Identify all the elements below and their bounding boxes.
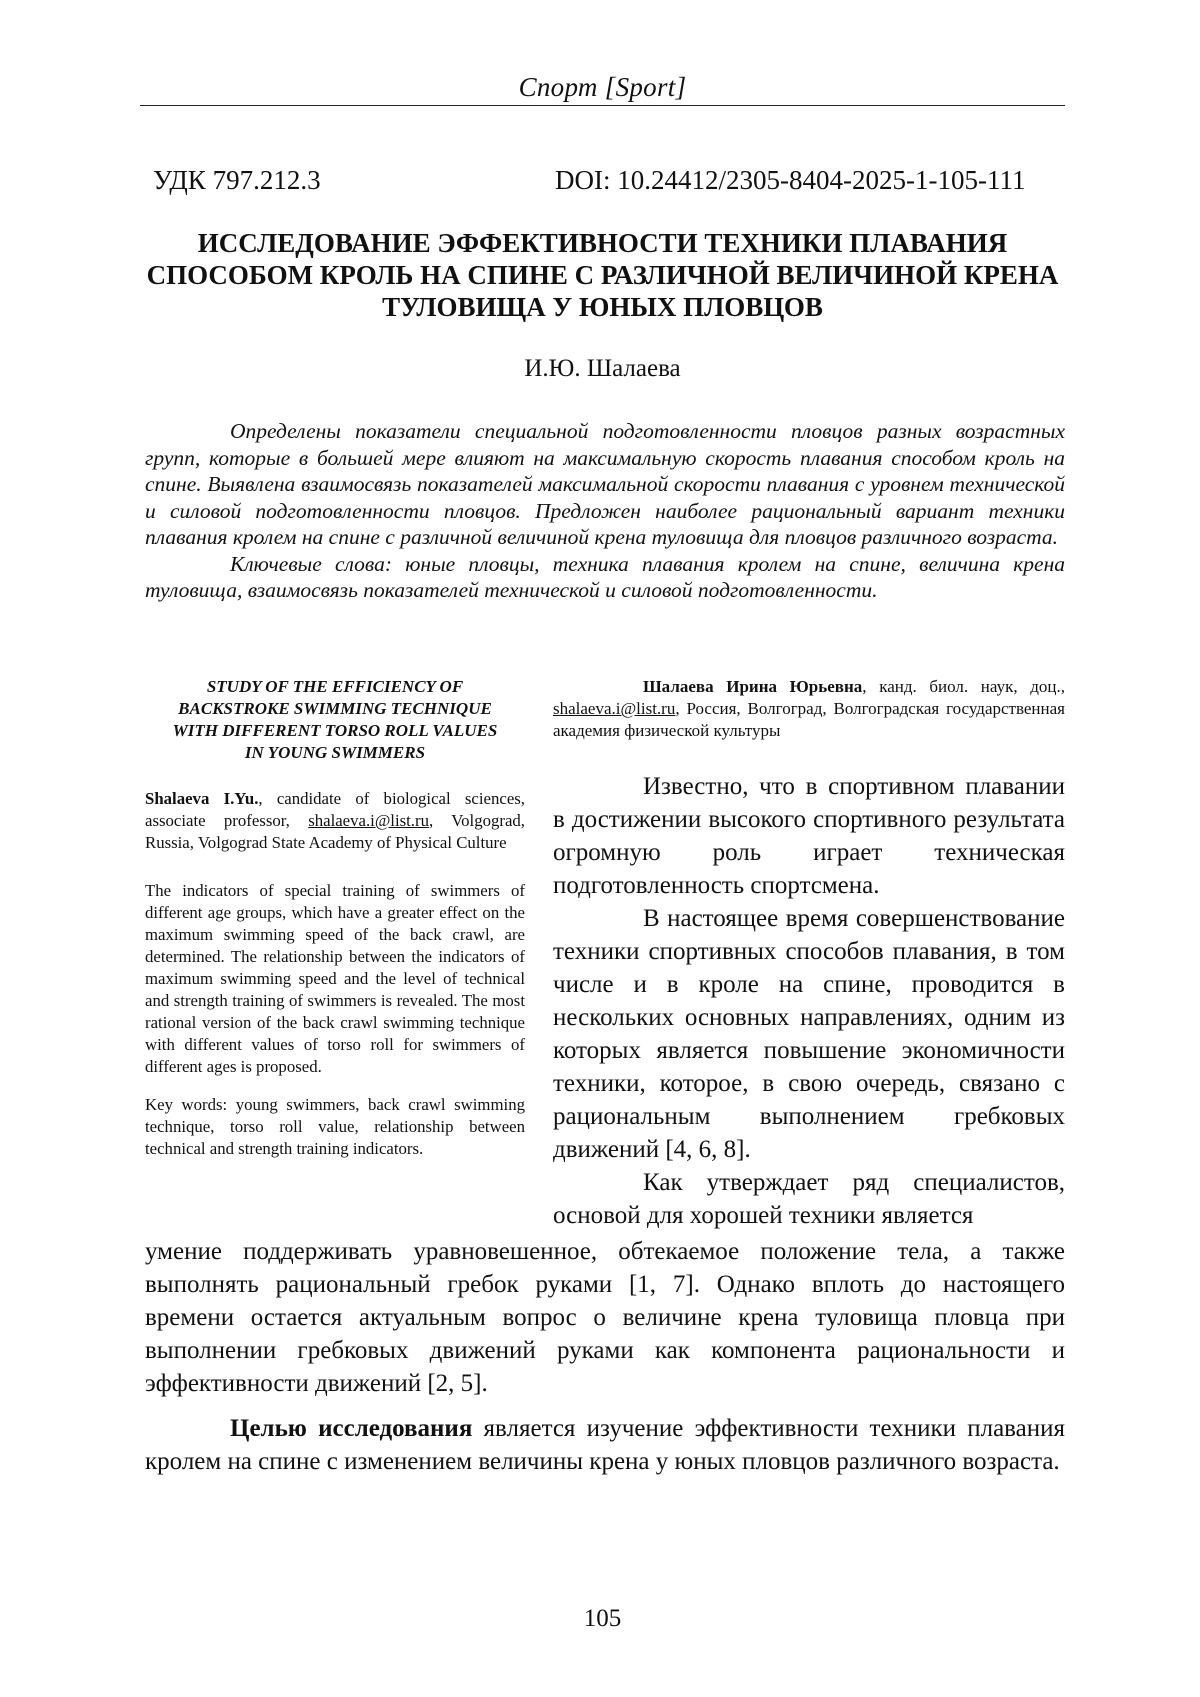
doi-code: DOI: 10.24412/2305-8404-2025-1-105-111 (555, 165, 1026, 195)
author-affiliation-en: , Volgograd, Russia, Volgograd State Academy of Physical Culture (145, 811, 526, 852)
body-paragraph-3-start: Как утверждает ряд специалистов, основой для хорошей техники является (553, 1169, 1065, 1229)
body-column-text (553, 770, 1065, 1232)
body-paragraph-2: В настоящее время совершенствование техники спортивных способов плавания, в том числе и в кроле на спине, проводится в нескольких основных направлениях, одним из которых является повышение экономичности техники, которое, в свою очередь, связано с рациональным выполнением гребковых движений [4, 6, 8]. (553, 905, 1065, 1163)
abstract-ru (145, 418, 1065, 604)
research-aim-text: является изучение эффективности техники плавания кролем на спине с изменением величины крена у юных пловцов различного возраста. (145, 1415, 1065, 1475)
keywords-en: Key words: young swimmers, back crawl swimming technique, torso roll value, relationship between technical and strength training indicators. (145, 1095, 525, 1158)
author-name-ru: Шалаева Ирина Юрьевна (643, 677, 863, 696)
article-author-ru: И.Ю. Шалаева (524, 355, 681, 382)
body-paragraph-3-continuation: умение поддерживать уравновешенное, обтекаемое положение тела, а также выполнять рациональный гребок руками [1, 7]. Однако вплоть до настоящего времени остается актуальным вопрос о величине крена туловища пловца при выполнении гребковых движений руками как компонента рациональности и эффективности движений [2, 5]. (145, 1238, 1065, 1397)
author-credentials-ru: , канд. биол. наук, доц., (862, 677, 1065, 696)
author-affiliation-ru: , Россия, Волгоград, Волгоградская государственная академия физической культуры (553, 699, 1065, 740)
english-summary-column (145, 676, 525, 1160)
page-number: 105 (583, 1605, 622, 1632)
body-paragraph-1: Известно, что в спортивном плавании в достижении высокого спортивного результата огромную роль играет техническая подготовленность спортсмена. (553, 773, 1065, 899)
author-credentials-en: , candidate of biological sciences, associate professor, (145, 789, 525, 830)
author-name-en: Shalaeva I.Yu. (145, 789, 259, 808)
main-text-column (553, 676, 1065, 1232)
article-title-ru: ИССЛЕДОВАНИЕ ЭФФЕКТИВНОСТИ ТЕХНИКИ ПЛАВАНИЯ СПОСОБОМ КРОЛЬ НА СПИНЕ С РАЗЛИЧНОЙ ВЕЛИЧИНОЙ КРЕНА ТУЛОВИЩА У ЮНЫХ ПЛОВЦОВ (146, 228, 1059, 322)
article-title-en: STUDY OF THE EFFICIENCY OF BACKSTROKE SWIMMING TECHNIQUE WITH DIFFERENT TORSO ROLL VALUES IN YOUNG SWIMMERS (172, 677, 498, 762)
author-email-ru-link[interactable]: shalaeva.i@list.ru (553, 699, 676, 718)
author-info-ru (553, 676, 1065, 742)
abstract-ru-text: Определены показатели специальной подготовленности пловцов разных возрастных групп, которые в большей мере влияют на максимальную скорость плавания способом кроль на спине. Выявлена взаимосвязь показателей максимальной скорости плавания с уровнем технической и силовой подготовленности пловцов. Предложен наиболее рациональный вариант техники плавания кролем на спине с различной величиной крена туловища для пловцов различного возраста. (145, 419, 1065, 549)
author-info-en (145, 788, 525, 854)
abstract-en: The indicators of special training of swimmers of different age groups, which have a greater effect on the maximum swimming speed of the back crawl, are determined. The relationship between the indicators of maximum swimming speed and the level of technical and strength training of swimmers is revealed. The most rational version of the back crawl swimming technique with different values of torso roll for swimmers of different ages is proposed. (145, 881, 525, 1076)
running-head: Спорт [Sport] (518, 72, 687, 102)
header-rule (140, 105, 1065, 106)
full-width-body (145, 1235, 1065, 1478)
body-paragraph-4 (145, 1412, 1065, 1478)
udk-code: УДК 797.212.3 (153, 165, 321, 195)
research-aim-label: Целью исследования (230, 1415, 473, 1442)
author-email-en-link[interactable]: shalaeva.i@list.ru (308, 811, 429, 830)
keywords-ru: Ключевые слова: юные пловцы, техника плавания кролем на спине, величина крена туловища, взаимосвязь показателей технической и силовой подготовленности. (145, 551, 1065, 602)
